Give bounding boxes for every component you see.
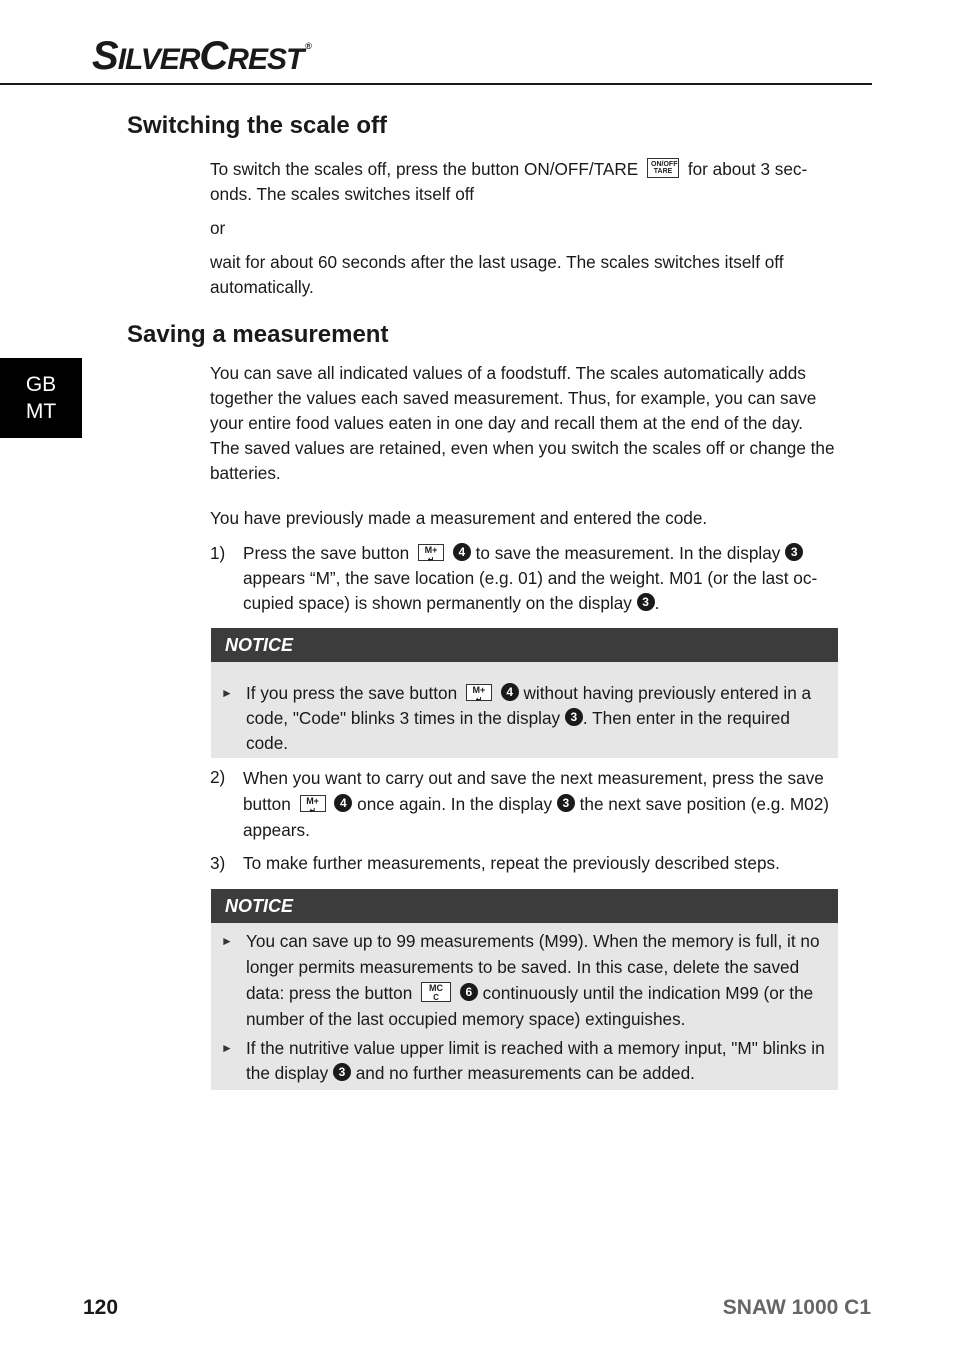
- notice-item: ► You can save up to 99 measurements (M99). When the memory is full, it no longer permits measurements to be saved. In this case, delete the saved data: press the button MC C 6 continuously until the indication M99 (or the number of the last occupied memory space) extinguishes.: [211, 928, 838, 1032]
- notice-box-2: [211, 889, 838, 1090]
- or-text: or: [210, 218, 226, 238]
- ref-3-icon: 3: [565, 708, 583, 726]
- notice-item: ► If you press the save button M+ ↵ 4 without having previously entered in a code, "Code" blinks 3 times in the display 3 . Then enter in the required code.: [221, 683, 812, 753]
- save-button-icon: M+ ↵: [466, 684, 492, 701]
- ref-3-icon: 3: [333, 1063, 351, 1081]
- notice-box-1: [211, 628, 838, 758]
- ref-3-icon: 3: [637, 593, 655, 611]
- bullet-triangle-icon: ►: [221, 686, 233, 700]
- section-title-switching-off: Switching the scale off: [127, 112, 388, 139]
- ref-3-icon: 3: [785, 543, 803, 561]
- step-3: 3) To make further measurements, repeat the previously described steps.: [210, 853, 780, 873]
- ref-6-icon: 6: [460, 983, 478, 1001]
- save-button-icon: M+ ↵: [418, 544, 444, 561]
- ref-4-icon: 4: [334, 794, 352, 812]
- step-2: 2) When you want to carry out and save the next measurement, press the save button M+ ↵ 4 once again. In the display 3 the next save position (e.g. M02) appears.: [210, 767, 829, 840]
- ref-4-icon: 4: [501, 683, 519, 701]
- save-button-icon: M+ ↵: [300, 795, 326, 812]
- section-title-saving: Saving a measurement: [127, 321, 389, 348]
- model-number: SNAW 1000 C1: [722, 1296, 871, 1319]
- saving-prerequisite: You have previously made a measurement and entered the code.: [210, 508, 708, 528]
- switch-off-instruction: To switch the scales off, press the button ON/OFF/TARE ON/OFF TARE for about 3 sec- onds. The scales switches itself off: [210, 159, 808, 204]
- bullet-triangle-icon: ►: [221, 1041, 233, 1055]
- header-rule: [0, 83, 872, 85]
- page-number: 120: [83, 1296, 119, 1319]
- auto-off-text: wait for about 60 seconds after the last usage. The scales switches itself off automatically.: [210, 252, 784, 297]
- ref-4-icon: 4: [453, 543, 471, 561]
- notice-title: NOTICE: [211, 889, 838, 923]
- memory-clear-button-icon: MC C: [421, 982, 451, 1002]
- notice-title: NOTICE: [211, 628, 838, 662]
- notice-item: ► If the nutritive value upper limit is reached with a memory input, "M" blinks in the display 3 and no further measurements can be added.: [221, 1038, 825, 1083]
- saving-intro: You can save all indicated values of a foodstuff. The scales automatically adds together the values each saved measurement. Thus, for example, you can save your entire food values eaten in one day and recall them at the end of the day. The saved values are retained, even when you switch the scales off or change the batteries.: [210, 363, 835, 483]
- language-tab: GB MT: [0, 358, 82, 438]
- brand-logo: SILVERCREST ®: [92, 34, 311, 78]
- ref-3-icon: 3: [557, 794, 575, 812]
- bullet-triangle-icon: ►: [221, 934, 233, 948]
- on-off-tare-button-icon: ON/OFF TARE: [647, 158, 679, 178]
- step-1: 1) Press the save button M+ ↵ 4 to save the measurement. In the display 3 appears “M”, the save location (e.g. 01) and the weight. M01 (or the last oc-cupied space) is shown permanently on the display 3 .: [210, 543, 818, 613]
